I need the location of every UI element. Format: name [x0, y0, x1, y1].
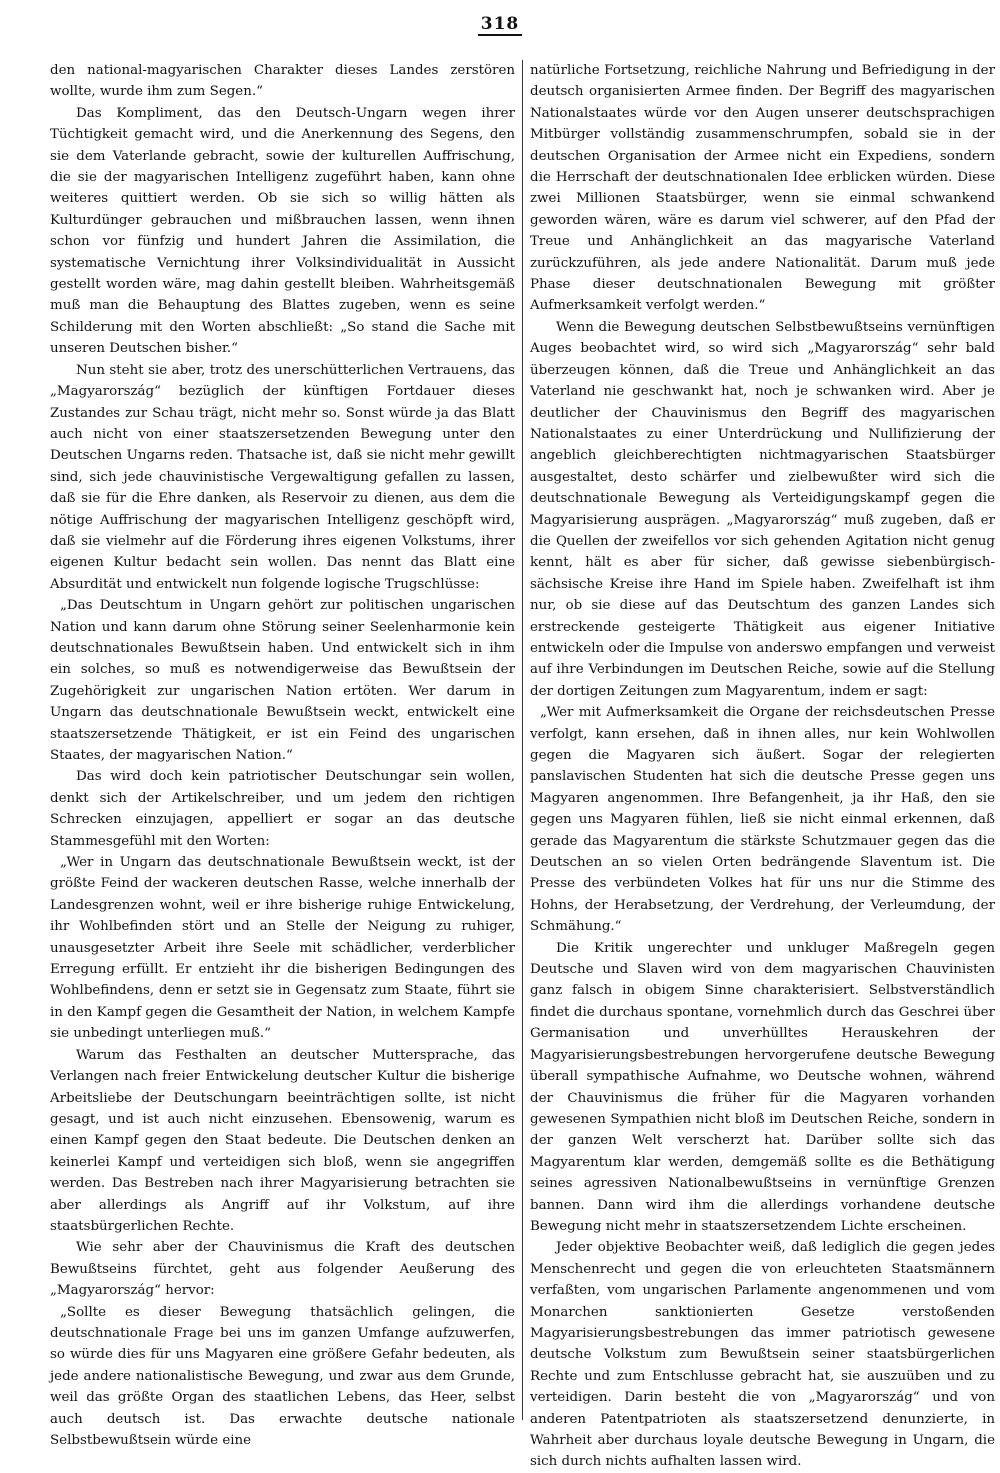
quote-paragraph: „Sollte es dieser Bewegung thatsächlich gelingen, die deutschnationale Frage bei uns im ganzen Umfange aufzuwerfen, so würde dies für uns Magyaren eine größere Gefahr bedeuten, als jede andere nationalistische Bewegung, und zwar aus dem Grunde, weil das größte Organ des staatlichen Lebens, das Heer, selbst auch deutsch ist. Das erwachte deutsche nationale Selbstbewußtsein würde eine [50, 1304, 515, 1448]
paragraph: Die Kritik ungerechter und unkluger Maßregeln gegen Deutsche und Slaven wird von dem magyarischen Chauvinisten ganz falsch in obigem Sinne charakterisiert. Selbstverständlich findet die durchaus spontane, vornehmlich durch das Geschrei über Germanisation und unverhülltes Herauskehren der Magyarisierungsbestrebungen hervorgerufene deutsche Bewegung überall sympathische Aufnahme, wo Deutsche wohnen, während der Chauvinismus die früher für die Magyaren vorhanden gewesenen Sympathien nicht bloß im Deutschen Reiche, sondern in der ganzen Welt verscherzt hat. Darüber sollte sich das Magyarentum klar werden, demgemäß sollte es die Bethätigung seines agressiven Nationalbewußtseins in vernünftige Grenzen bannen. Dann wird ihm die allerdings vorhandene deutsche Bewegung nicht mehr in staatszersetzendem Lichte erscheinen. [530, 940, 995, 1234]
paragraph: natürliche Fortsetzung, reichliche Nahrung und Befriedigung in der deutsch organisierten Armee finden. Der Begriff des magyarischen Nationalstaates würde vor den Augen unserer deutschsprachigen Mitbürger vollständig zusammenschrumpfen, sobald sie in der deutschen Organisation der Armee nicht ein Expediens, sondern die Herrschaft der deutschnationalen Idee erblicken würden. Diese zwei Millionen Staatsbürger, wenn sie einmal schwankend geworden wären, wäre es darum viel schwerer, auf den Pfad der Treue und Anhänglichkeit an das magyarische Vaterland zurückzuführen, als jede andere Nationalität. Darum muß jede Phase dieser deutschnationalen Bewegung mit größter Aufmerksamkeit verfolgt werden.“ [530, 63, 995, 314]
paragraph: Warum das Festhalten an deutscher Muttersprache, das Verlangen nach freier Entwickelung deutscher Kultur die bisherige Arbeitsliebe der Deutschungarn beeinträchtigen sollte, ist nicht gesagt, und ist auch nicht einzusehen. Ebensowenig, warum es einen Kampf gegen den Staat bedeute. Die Deutschen denken an keinerlei Kampf und verteidigen sich bloß, wenn sie angegriffen werden. Das Bestreben nach ihrer Magyarisierung betrachten sie aber allerdings als Angriff auf ihr Volkstum, auf ihre staatsbürgerlichen Rechte. [50, 1047, 515, 1234]
paragraph: Wenn die Bewegung deutschen Selbstbewußtseins vernünftigen Auges beobachtet wird, so wird sich „Magyarország“ sehr bald überzeugen können, daß die Treue und Anhänglichkeit an das Vaterland nie geschwankt hat, noch je schwanken wird. Aber je deutlicher der Chauvinismus den Begriff des magyarischen Nationalstaates zu einer Unterdrückung und Nullifizierung der angeblich gleichberechtigten nichtmagyarischen Staatsbürger ausgestaltet, desto schärfer und zielbewußter wird sich die deutschnationale Bewegung als Verteidigungskampf gegen die Magyarisierung ausprägen. „Magyarország“ muß zugeben, daß er die Quellen der zweifellos vor sich gehenden Agitation nicht genug kennt, hält es aber für sicher, daß gewisse siebenbürgisch-sächsische Kreise ihre Hand im Spiele haben. Zweifelhaft ist ihm nur, ob sie diese auf das Deutschtum des ganzen Landes sich erstreckende gesteigerte Thätigkeit aus eigener Initiative entwickeln oder die Impulse von anderswo empfangen und verweist auf ihre Verbindungen im Deutschen Reiche, sowie auf die Stellung der dortigen Zeitungen zum Magyarentum, indem er sagt: [530, 319, 995, 699]
paragraph: Jeder objektive Beobachter weiß, daß lediglich die gegen jedes Menschenrecht und gegen die von erleuchteten Staatsmännern verfaßten, vom ungarischen Parlamente angenommenen und vom Monarchen sanktionierten Gesetze verstoßenden Magyarisierungsbestrebungen das immer patriotisch gewesene deutsche Volkstum zum Bewußtsein seiner staatsbürgerlichen Rechte und zum Entschlusse gebracht hat, sie auszuüben und zu verteidigen. Darin besteht die von „Magyarország“ und von anderen Patentpatrioten als staatszersetzend denunzierte, in Wahrheit aber durchaus loyale deutsche Bewegung in Ungarn, die sich durch nichts aufhalten lassen wird. [530, 1240, 995, 1470]
page-number [0, 14, 1000, 34]
paragraph: den national-magyarischen Charakter dieses Landes zerstören wollte, wurde ihm zum Segen.“ [50, 63, 515, 100]
column-divider [522, 60, 523, 1420]
left-column [50, 60, 515, 1448]
page-number-text: 318 [478, 14, 523, 36]
quote-paragraph: „Wer mit Aufmerksamkeit die Organe der reichsdeutschen Presse verfolgt, kann ersehen, daß in ihnen alles, nur kein Wohlwollen gegen die Magyaren sich äußert. Sogar der relegierten panslavischen Studenten hat sich die deutsche Presse gegen uns Magyaren angenommen. Ihre Befangenheit, ja ihr Haß, den sie gegen uns Magyaren fühlen, ließ sie nicht einmal erkennen, daß gerade das Magyarentum die stärkste Schutzmauer gegen das die Deutschen an so vielen Orten bedrängende Slaventum ist. Die Presse des verbündeten Volkes hat für uns nur die Stimme des Hohns, der Herabsetzung, der Verdrehung, der Verleumdung, der Schmähung.“ [530, 705, 995, 935]
paragraph: Wie sehr aber der Chauvinismus die Kraft des deutschen Bewußtseins fürchtet, geht aus folgender Aeußerung des „Magyarország“ hervor: [50, 1240, 515, 1299]
paragraph: Nun steht sie aber, trotz des unerschütterlichen Vertrauens, das „Magyarország“ bezüglich der künftigen Fortdauer dieses Zustandes zur Schau trägt, nicht mehr so. Sonst würde ja das Blatt auch nicht von einer staatszersetzenden Bewegung unter den Deutschen Ungarns reden. Thatsache ist, daß sie nicht mehr gewillt sind, sich jede chauvinistische Vergewaltigung gefallen zu lassen, daß sie für die Ehre danken, als Reservoir zu dienen, aus dem die nötige Auffrischung der magyarischen Intelligenz geschöpft wird, daß sie vielmehr auf die Förderung ihres eigenen Volkstums, ihrer eigenen Kultur bedacht sein wollen. Das nennt das Blatt eine Absurdität und entwickelt nun folgende logische Trugschlüsse: [50, 362, 515, 592]
quote-paragraph: „Wer in Ungarn das deutschnationale Bewußtsein weckt, ist der größte Feind der wackeren deutschen Rasse, welche innerhalb der Landesgrenzen wohnt, weil er ihre bisherige ruhige Entwickelung, ihr Wohlbefinden stört und an Stelle der Neigung zu ruhiger, unausgesetzter Arbeit ihre Seele mit schädlicher, verderblicher Erregung erfüllt. Er entzieht ihr die bisherigen Bedingungen des Wohlbefindens, denn er setzt sie in Gegensatz zum Staate, führt sie in den Kampf gegen die Gesamtheit der Nation, in welchem Kampfe sie unbedingt unterliegen muß.“ [50, 855, 515, 1042]
paragraph: Das Kompliment, das den Deutsch-Ungarn wegen ihrer Tüchtigkeit gemacht wird, und die Anerkennung des Segens, den sie dem Vaterlande gebracht, sowie der kulturellen Auffrischung, die sie der magyarischen Intelligenz zugeführt haben, kann ohne weiteres quittiert werden. Ob sie sich so willig hätten als Kulturdünger gebrauchen und mißbrauchen lassen, wenn ihnen schon vor fünfzig und hundert Jahren die Assimilation, die systematische Vernichtung ihrer Volksindividualität in Aussicht gestellt worden wäre, mag dahin gestellt bleiben. Wahrheitsgemäß muß man die Behauptung des Blattes zugeben, wenn es seine Schilderung mit den Worten abschließt: „So stand die Sache mit unseren Deutschen bisher.“ [50, 105, 515, 357]
right-column [530, 60, 995, 1470]
paragraph: Das wird doch kein patriotischer Deutschungar sein wollen, denkt sich der Artikelschreiber, und um jedem den richtigen Schrecken einzujagen, appelliert er sogar an das deutsche Stammesgefühl mit den Worten: [50, 769, 515, 849]
quote-paragraph: „Das Deutschtum in Ungarn gehört zur politischen ungarischen Nation und kann darum ohne Störung seiner Seelenharmonie kein deutschnationales Bewußtsein haben. Und entwickelt sich in ihm ein solches, so muß es notwendigerweise das Bewußtsein der Zugehörigkeit zur ungarischen Nation ertöten. Wer darum in Ungarn das deutschnationale Bewußtsein weckt, entwickelt eine staatszersetzende Thätigkeit, er ist ein Feind des ungarischen Staates, der magyarischen Nation.“ [50, 598, 515, 763]
